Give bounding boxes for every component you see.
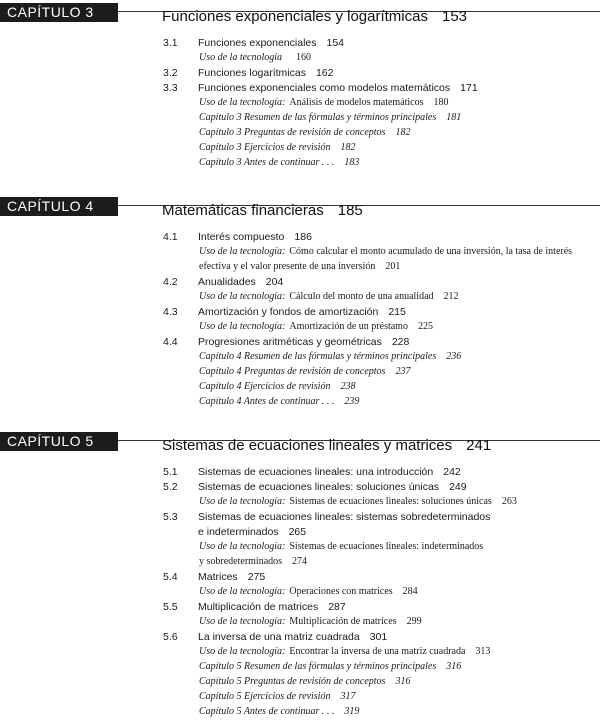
technology-entry bbox=[0, 289, 600, 304]
section-title: La inversa de una matriz cuadrada bbox=[198, 631, 360, 643]
review-entry bbox=[0, 155, 600, 170]
chapter-title-text: Matemáticas financieras bbox=[162, 202, 324, 219]
section-entry bbox=[0, 510, 600, 524]
section-entry bbox=[0, 600, 600, 614]
technology-continuation bbox=[0, 554, 600, 569]
review-entry bbox=[0, 674, 600, 689]
section-number: 4.2 bbox=[163, 276, 178, 288]
chapter-tag: CAPÍTULO 4 bbox=[0, 197, 118, 216]
technology-label: Uso de la tecnología: bbox=[199, 616, 286, 627]
review-entry bbox=[0, 140, 600, 155]
technology-title: Amortización de un préstamo bbox=[289, 321, 408, 332]
technology-title: Sistemas de ecuaciones lineales: soluciones únicas bbox=[289, 496, 492, 507]
section-number: 4.4 bbox=[163, 336, 178, 348]
page-number: 299 bbox=[406, 616, 422, 627]
section-entry bbox=[0, 81, 600, 95]
section-title: Funciones exponenciales bbox=[198, 37, 317, 49]
page-number: 316 bbox=[395, 676, 411, 687]
technology-title: Operaciones con matrices bbox=[289, 586, 393, 597]
review-title: Capítulo 3 Ejercicios de revisión bbox=[199, 142, 331, 153]
review-entry bbox=[0, 349, 600, 364]
entry-list bbox=[0, 464, 600, 719]
section-entry bbox=[0, 525, 600, 539]
technology-continuation bbox=[0, 259, 600, 274]
chapter-title bbox=[162, 437, 491, 454]
section-title: Funciones exponenciales como modelos matemáticos bbox=[198, 82, 451, 94]
page-number: 182 bbox=[340, 142, 356, 153]
review-title: Capítulo 5 Resumen de las fórmulas y términos principales bbox=[199, 661, 437, 672]
section-entry bbox=[0, 335, 600, 349]
page-number: 201 bbox=[385, 261, 401, 272]
technology-entry bbox=[0, 319, 600, 334]
continuation-text: efectiva y el valor presente de una inversión bbox=[199, 261, 376, 272]
technology-entry bbox=[0, 584, 600, 599]
review-title: Capítulo 3 Antes de continuar . . . bbox=[199, 157, 335, 168]
technology-entry bbox=[0, 95, 600, 110]
technology-label: Uso de la tecnología: bbox=[199, 97, 286, 108]
page-number: 162 bbox=[315, 67, 334, 79]
page-number: 287 bbox=[328, 601, 346, 613]
review-entry bbox=[0, 689, 600, 704]
page-number: 301 bbox=[369, 631, 388, 643]
continuation-text: y sobredeterminados bbox=[199, 556, 283, 567]
review-entry bbox=[0, 394, 600, 409]
page-number: 186 bbox=[294, 231, 312, 243]
chapter-page: 185 bbox=[337, 202, 363, 219]
section-entry bbox=[0, 36, 600, 50]
review-title: Capítulo 3 Preguntas de revisión de conceptos bbox=[199, 127, 386, 138]
entry-list bbox=[0, 229, 600, 409]
technology-entry bbox=[0, 644, 600, 659]
section-number: 5.3 bbox=[163, 511, 178, 523]
review-title: Capítulo 3 Resumen de las fórmulas y términos principales bbox=[199, 112, 437, 123]
review-entry bbox=[0, 704, 600, 719]
section-entry bbox=[0, 305, 600, 319]
section-title: Matrices bbox=[198, 571, 238, 583]
technology-entry bbox=[0, 50, 600, 65]
page-number: 274 bbox=[292, 556, 308, 567]
section-title: Multiplicación de matrices bbox=[198, 601, 319, 613]
page-number: 249 bbox=[449, 481, 467, 493]
section-title: Progresiones aritméticas y geométricas bbox=[198, 336, 382, 348]
review-entry bbox=[0, 379, 600, 394]
chapter-page: 153 bbox=[441, 8, 468, 25]
review-title: Capítulo 4 Antes de continuar . . . bbox=[199, 396, 335, 407]
page-number: 237 bbox=[395, 366, 411, 377]
section-title: Anualidades bbox=[198, 276, 256, 288]
entry-list bbox=[0, 35, 600, 170]
review-entry bbox=[0, 110, 600, 125]
section-number: 5.5 bbox=[163, 601, 178, 613]
review-title: Capítulo 4 Ejercicios de revisión bbox=[199, 381, 331, 392]
review-title: Capítulo 5 Ejercicios de revisión bbox=[199, 691, 331, 702]
section-number: 5.6 bbox=[163, 631, 178, 643]
section-number: 3.2 bbox=[163, 67, 178, 79]
review-title: Capítulo 4 Preguntas de revisión de conceptos bbox=[199, 366, 386, 377]
page-number: 228 bbox=[391, 336, 410, 348]
page-number: 238 bbox=[340, 381, 356, 392]
section-title: Sistemas de ecuaciones lineales: soluciones únicas bbox=[198, 481, 440, 493]
technology-label: Uso de la tecnología: bbox=[199, 246, 286, 257]
section-title: Interés compuesto bbox=[198, 231, 285, 243]
technology-entry bbox=[0, 494, 600, 509]
chapter-title bbox=[162, 8, 467, 25]
page-number: 171 bbox=[460, 82, 478, 94]
technology-title: Multiplicación de matrices bbox=[289, 616, 397, 627]
technology-title: Cálculo del monto de una anualidad bbox=[289, 291, 434, 302]
chapter-tag: CAPÍTULO 3 bbox=[0, 3, 118, 22]
page-number: 215 bbox=[388, 306, 406, 318]
page-number: 239 bbox=[344, 396, 360, 407]
page-number: 275 bbox=[247, 571, 266, 583]
technology-entry bbox=[0, 539, 600, 554]
technology-title: Cómo calcular el monto acumulado de una inversión, la tasa de interés bbox=[289, 246, 573, 257]
technology-label: Uso de la tecnología: bbox=[199, 291, 286, 302]
section-number: 3.1 bbox=[163, 37, 178, 49]
chapter-title-text: Funciones exponenciales y logarítmicas bbox=[162, 8, 428, 25]
chapter-tag: CAPÍTULO 5 bbox=[0, 432, 118, 451]
page-number: 242 bbox=[443, 466, 461, 478]
technology-entry bbox=[0, 244, 600, 259]
page-number: 265 bbox=[288, 526, 307, 538]
page-number: 181 bbox=[446, 112, 462, 123]
technology-entry bbox=[0, 614, 600, 629]
technology-title: Sistemas de ecuaciones lineales: indeterminados bbox=[289, 541, 484, 552]
page-number: 154 bbox=[326, 37, 345, 49]
section-entry bbox=[0, 630, 600, 644]
section-title: Sistemas de ecuaciones lineales: sistemas sobredeterminados bbox=[198, 511, 491, 523]
review-entry bbox=[0, 364, 600, 379]
section-entry bbox=[0, 275, 600, 289]
page-number: 212 bbox=[443, 291, 459, 302]
section-number: 5.1 bbox=[163, 466, 178, 478]
technology-title: Encontrar la inversa de una matriz cuadrada bbox=[289, 646, 466, 657]
technology-label: Uso de la tecnología: bbox=[199, 321, 286, 332]
technology-label: Uso de la tecnología bbox=[199, 52, 283, 63]
technology-label: Uso de la tecnología: bbox=[199, 586, 286, 597]
review-title: Capítulo 5 Preguntas de revisión de conceptos bbox=[199, 676, 386, 687]
section-entry bbox=[0, 480, 600, 494]
section-title: Sistemas de ecuaciones lineales: una introducción bbox=[198, 466, 434, 478]
section-number: 4.3 bbox=[163, 306, 178, 318]
section-title: Funciones logarítmicas bbox=[198, 67, 306, 79]
review-title: Capítulo 5 Antes de continuar . . . bbox=[199, 706, 335, 717]
section-entry bbox=[0, 230, 600, 244]
section-entry bbox=[0, 66, 600, 80]
chapter-title-text: Sistemas de ecuaciones lineales y matrices bbox=[162, 437, 453, 454]
page-number: 225 bbox=[417, 321, 433, 332]
page-number: 183 bbox=[344, 157, 360, 168]
section-title: e indeterminados bbox=[198, 526, 279, 538]
section-number: 5.4 bbox=[163, 571, 178, 583]
technology-title: Análisis de modelos matemáticos bbox=[289, 97, 424, 108]
review-title: Capítulo 4 Resumen de las fórmulas y términos principales bbox=[199, 351, 437, 362]
review-entry bbox=[0, 659, 600, 674]
technology-label: Uso de la tecnología: bbox=[199, 496, 286, 507]
chapter-title bbox=[162, 202, 363, 219]
page-number: 316 bbox=[446, 661, 462, 672]
section-entry bbox=[0, 465, 600, 479]
page-number: 319 bbox=[344, 706, 360, 717]
page-number: 204 bbox=[265, 276, 284, 288]
technology-label: Uso de la tecnología: bbox=[199, 646, 286, 657]
page-number: 313 bbox=[475, 646, 491, 657]
technology-label: Uso de la tecnología: bbox=[199, 541, 286, 552]
page-number: 284 bbox=[402, 586, 418, 597]
section-title: Amortización y fondos de amortización bbox=[198, 306, 379, 318]
page-number: 236 bbox=[446, 351, 462, 362]
review-entry bbox=[0, 125, 600, 140]
section-number: 5.2 bbox=[163, 481, 178, 493]
page-number: 263 bbox=[501, 496, 517, 507]
page-number: 160 bbox=[296, 52, 312, 63]
section-entry bbox=[0, 570, 600, 584]
page-number: 317 bbox=[340, 691, 356, 702]
chapter-page: 241 bbox=[466, 437, 492, 454]
page-number: 180 bbox=[433, 97, 449, 108]
section-number: 4.1 bbox=[163, 231, 178, 243]
section-number: 3.3 bbox=[163, 82, 178, 94]
page-number: 182 bbox=[395, 127, 411, 138]
